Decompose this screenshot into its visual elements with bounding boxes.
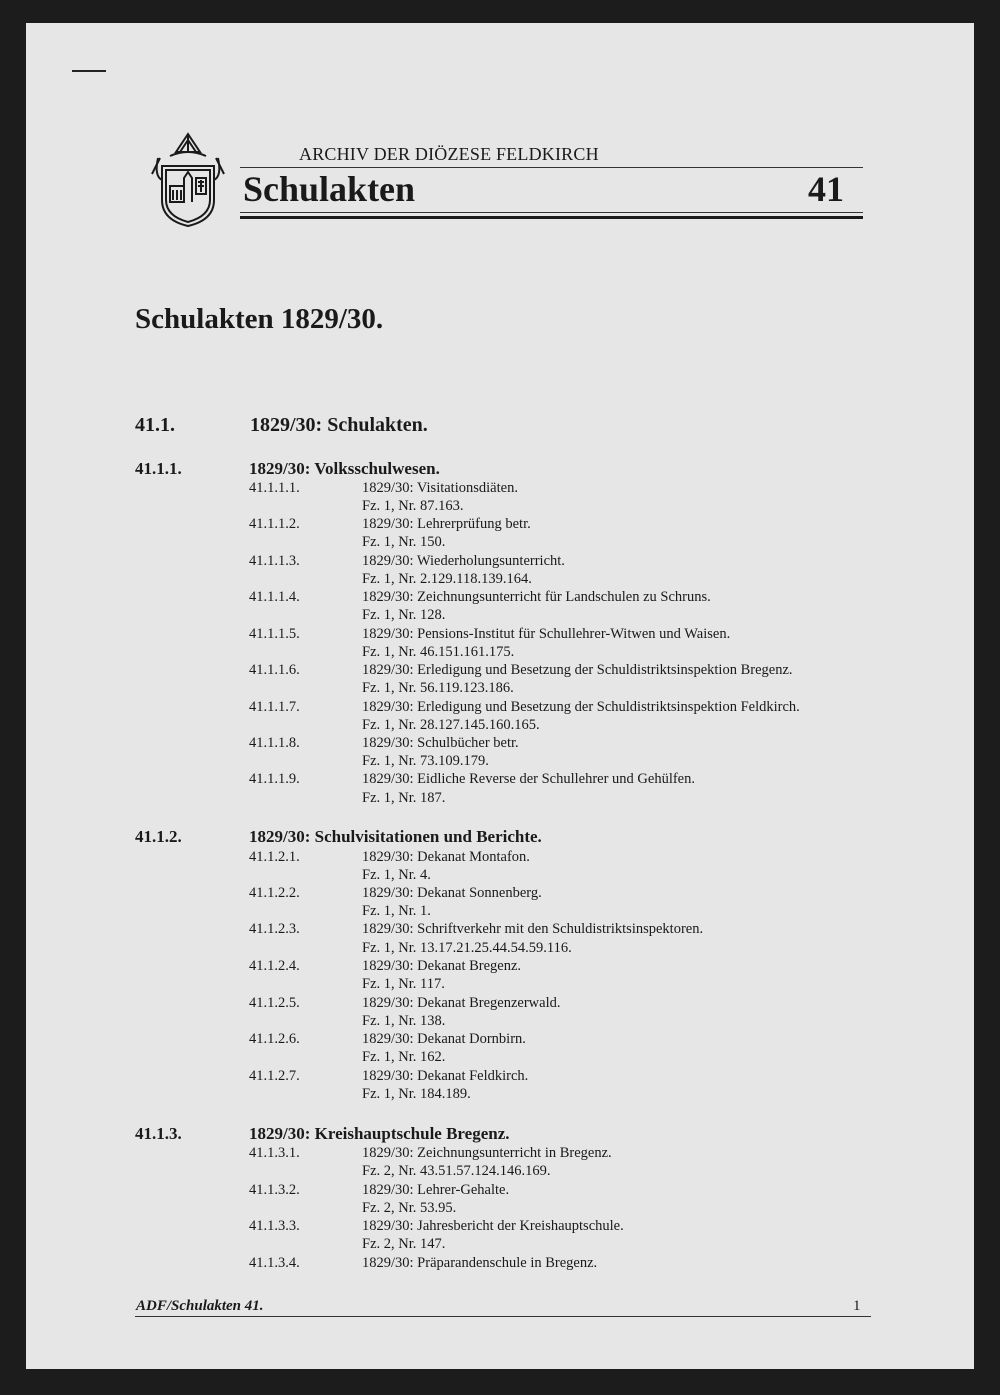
item-reference: Fz. 1, Nr. 56.119.123.186.: [362, 680, 514, 696]
item-code: 41.1.3.2.: [249, 1182, 300, 1198]
item-code: 41.1.1.1.: [249, 480, 300, 496]
section-title: 1829/30: Schulvisitationen und Berichte.: [249, 827, 542, 846]
item-reference: Fz. 1, Nr. 184.189.: [362, 1086, 471, 1102]
item-text: 1829/30: Erledigung und Besetzung der Schuldistriktsinspektion Bregenz.: [362, 662, 793, 678]
item-code: 41.1.1.5.: [249, 626, 300, 642]
item-reference: Fz. 1, Nr. 128.: [362, 607, 446, 623]
item-reference: Fz. 1, Nr. 162.: [362, 1049, 446, 1065]
item-reference: Fz. 1, Nr. 73.109.179.: [362, 753, 489, 769]
item-code: 41.1.1.2.: [249, 516, 300, 532]
document-number: 41: [808, 169, 844, 209]
document-title: Schulakten: [243, 169, 416, 209]
item-code: 41.1.3.1.: [249, 1145, 300, 1161]
item-text: 1829/30: Dekanat Dornbirn.: [362, 1031, 526, 1047]
item-text: 1829/30: Dekanat Feldkirch.: [362, 1068, 529, 1084]
item-code: 41.1.2.4.: [249, 958, 300, 974]
item-text: 1829/30: Dekanat Bregenz.: [362, 958, 522, 974]
diocese-crest-icon: [148, 128, 228, 230]
item-reference: Fz. 1, Nr. 28.127.145.160.165.: [362, 717, 540, 733]
item-text: 1829/30: Jahresbericht der Kreishauptschule.: [362, 1218, 624, 1234]
item-text: 1829/30: Visitationsdiäten.: [362, 480, 518, 496]
item-reference: Fz. 1, Nr. 46.151.161.175.: [362, 644, 515, 660]
item-text: 1829/30: Zeichnungsunterricht in Bregenz.: [362, 1145, 612, 1161]
section-code: 41.1.1.: [135, 459, 182, 478]
item-code: 41.1.2.2.: [249, 885, 300, 901]
item-text: 1829/30: Pensions-Institut für Schullehrer-Witwen und Waisen.: [362, 626, 731, 642]
level1-code: 41.1.: [135, 414, 175, 436]
item-reference: Fz. 2, Nr. 53.95.: [362, 1200, 457, 1216]
section-title: 1829/30: Volksschulwesen.: [249, 459, 440, 478]
item-reference: Fz. 1, Nr. 4.: [362, 867, 431, 883]
item-text: 1829/30: Lehrer-Gehalte.: [362, 1182, 510, 1198]
item-reference: Fz. 1, Nr. 150.: [362, 534, 446, 550]
header-rule-thick: [240, 216, 863, 219]
item-code: 41.1.1.9.: [249, 771, 300, 787]
item-text: 1829/30: Schulbücher betr.: [362, 735, 519, 751]
item-text: 1829/30: Schriftverkehr mit den Schuldistriktsinspektoren.: [362, 921, 704, 937]
item-code: 41.1.1.6.: [249, 662, 300, 678]
item-code: 41.1.1.8.: [249, 735, 300, 751]
item-text: 1829/30: Präparandenschule in Bregenz.: [362, 1255, 598, 1271]
item-reference: Fz. 1, Nr. 117.: [362, 976, 445, 992]
section-code: 41.1.2.: [135, 827, 182, 846]
section-title: 1829/30: Kreishauptschule Bregenz.: [249, 1124, 510, 1143]
item-code: 41.1.1.3.: [249, 553, 300, 569]
header-rule-thin: [240, 212, 863, 213]
item-reference: Fz. 1, Nr. 138.: [362, 1013, 446, 1029]
item-code: 41.1.1.4.: [249, 589, 300, 605]
item-reference: Fz. 1, Nr. 187.: [362, 790, 446, 806]
item-text: 1829/30: Eidliche Reverse der Schullehrer und Gehülfen.: [362, 771, 695, 787]
item-text: 1829/30: Dekanat Montafon.: [362, 849, 530, 865]
item-reference: Fz. 2, Nr. 147.: [362, 1236, 446, 1252]
item-code: 41.1.2.6.: [249, 1031, 300, 1047]
item-reference: Fz. 1, Nr. 2.129.118.139.164.: [362, 571, 532, 587]
item-code: 41.1.1.7.: [249, 699, 300, 715]
page-number: 1: [853, 1298, 861, 1314]
item-code: 41.1.2.3.: [249, 921, 300, 937]
item-text: 1829/30: Zeichnungsunterricht für Landschulen zu Schruns.: [362, 589, 711, 605]
page-heading: Schulakten 1829/30.: [135, 303, 384, 335]
item-reference: Fz. 1, Nr. 13.17.21.25.44.54.59.116.: [362, 940, 572, 956]
item-text: 1829/30: Dekanat Bregenzerwald.: [362, 995, 561, 1011]
archive-name: ARCHIV DER DIÖZESE FELDKIRCH: [299, 144, 599, 164]
edge-mark: [72, 70, 106, 72]
item-text: 1829/30: Lehrerprüfung betr.: [362, 516, 531, 532]
footer-rule: [135, 1316, 871, 1317]
item-code: 41.1.2.7.: [249, 1068, 300, 1084]
item-code: 41.1.2.1.: [249, 849, 300, 865]
item-reference: Fz. 1, Nr. 1.: [362, 903, 431, 919]
item-text: 1829/30: Dekanat Sonnenberg.: [362, 885, 542, 901]
level1-title: 1829/30: Schulakten.: [250, 414, 428, 436]
item-text: 1829/30: Wiederholungsunterricht.: [362, 553, 565, 569]
item-code: 41.1.3.3.: [249, 1218, 300, 1234]
item-text: 1829/30: Erledigung und Besetzung der Schuldistriktsinspektion Feldkirch.: [362, 699, 800, 715]
section-code: 41.1.3.: [135, 1124, 182, 1143]
item-reference: Fz. 1, Nr. 87.163.: [362, 498, 464, 514]
item-reference: Fz. 2, Nr. 43.51.57.124.146.169.: [362, 1163, 551, 1179]
footer-reference: ADF/Schulakten 41.: [136, 1298, 264, 1314]
item-code: 41.1.2.5.: [249, 995, 300, 1011]
item-code: 41.1.3.4.: [249, 1255, 300, 1271]
